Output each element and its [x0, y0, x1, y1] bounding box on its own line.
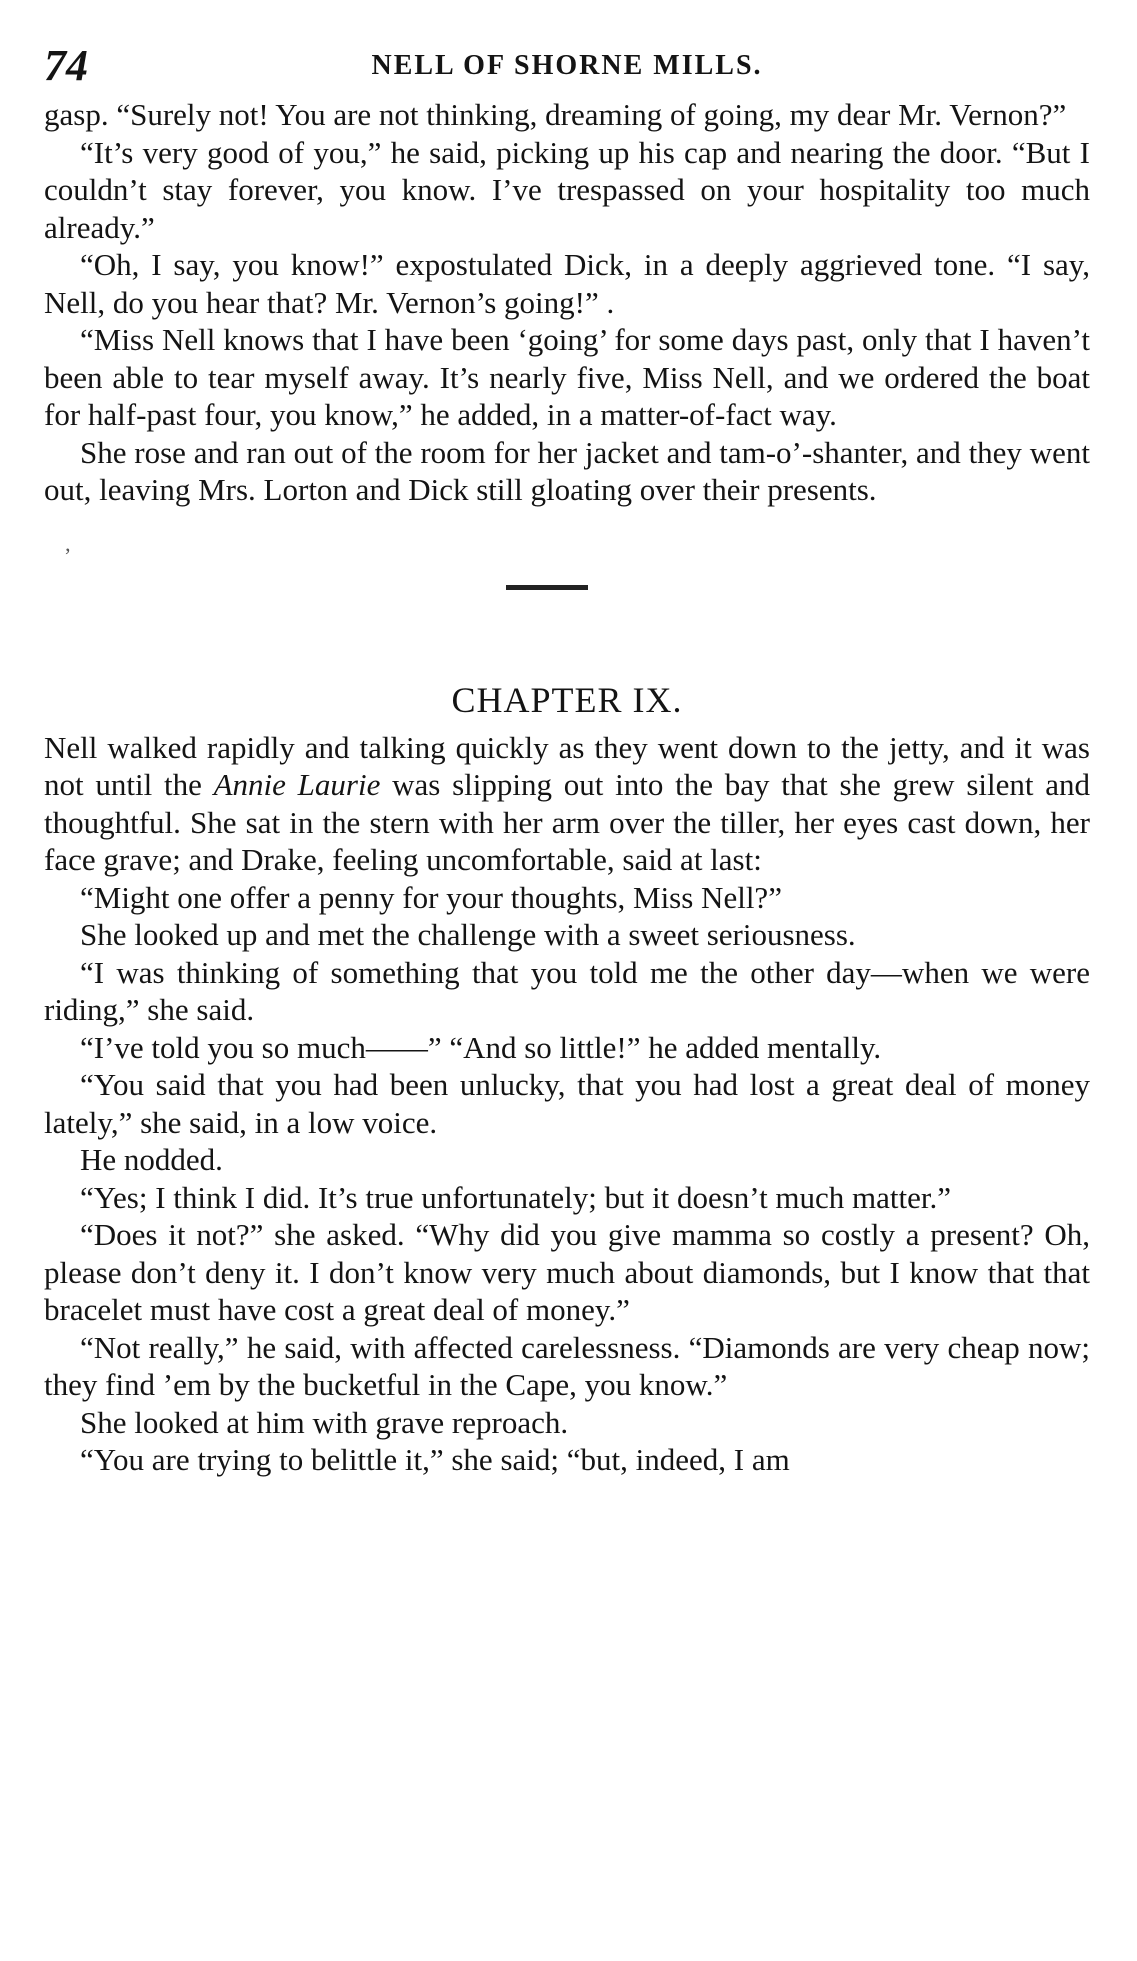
book-title: NELL OF SHORNE MILLS. — [371, 50, 763, 81]
book-page — [44, 36, 1090, 1479]
chapter-first-paragraph — [44, 729, 1090, 879]
paragraph: “Might one offer a penny for your thoughts, Miss Nell?” — [80, 879, 782, 915]
running-head — [44, 36, 1090, 96]
paragraph: “You are trying to belittle it,” she said; “but, indeed, I am — [80, 1442, 790, 1477]
paragraph: He nodded. — [80, 1142, 223, 1177]
chapter-body — [44, 729, 1090, 1479]
paragraph: She looked up and met the challenge with a sweet seriousness. — [80, 917, 856, 952]
first-para-text-after: was slipping out into the bay that she grew silent and thoughtful. She sat in the stern with her arm over the tiller, her eyes cast down, her face grave; and Drake, feeling uncomfortable, said at last: — [44, 767, 1090, 877]
stray-mark: ‚ — [64, 530, 72, 556]
paragraph: “Miss Nell knows that I have been ‘going’ for some days past, only that I haven’t been able to tear myself away. It’s nearly five, Miss Nell, and we ordered the boat for half-past four, you know,” he added, in a matter-of-fact way. — [44, 322, 1090, 432]
paragraph: gasp. “Surely not! You are not thinking, dreaming of going, my dear Mr. Vernon?” — [44, 97, 1067, 132]
paragraph: “Oh, I say, you know!” expostulated Dick, in a deeply aggrieved tone. “I say, Nell, do you hear that? Mr. Vernon’s going!” . — [44, 247, 1090, 320]
section-ending — [44, 96, 1090, 509]
paragraph: “I was thinking of something that you told me the other day—when we were riding,” she said. — [44, 954, 1090, 1027]
paragraph: “It’s very good of you,” he said, picking up his cap and nearing the door. “But I couldn’t stay forever, you know. I’ve trespassed on your hospitality too much already.” — [44, 134, 1090, 245]
paragraph: She looked at him with grave reproach. — [80, 1404, 569, 1440]
paragraph: She rose and ran out of the room for her jacket and tam-o’-shanter, and they went out, leaving Mrs. Lorton and Dick still gloating over their presents. — [44, 434, 1090, 507]
paragraph: “You said that you had been unlucky, that you had lost a great deal of money lately,” she said, in a low voice. — [44, 1067, 1090, 1140]
page-number: 74 — [44, 41, 88, 90]
section-divider-rule — [506, 585, 588, 590]
paragraph: “Yes; I think I did. It’s true unfortunately; but it doesn’t much matter.” — [80, 1179, 952, 1215]
chapter-heading: CHAPTER IX. — [451, 679, 683, 720]
paragraph: “Not really,” he said, with affected carelessness. “Diamonds are very cheap now; they find ’em by the bucketful in the Cape, you know.” — [44, 1329, 1090, 1402]
section-break — [44, 509, 1090, 679]
paragraph: “Does it not?” she asked. “Why did you give mamma so costly a present? Oh, please don’t deny it. I don’t know very much about diamonds, but I know that that bracelet must have cost a great deal of money.” — [44, 1217, 1090, 1327]
boat-name: Annie Laurie — [213, 767, 381, 802]
paragraph: “I’ve told you so much——” “And so little!” he added mentally. — [80, 1029, 882, 1065]
first-para-text-before: Nell walked rapidly and talking quickly as they went down to the jetty, and it was not until the — [44, 729, 1090, 802]
